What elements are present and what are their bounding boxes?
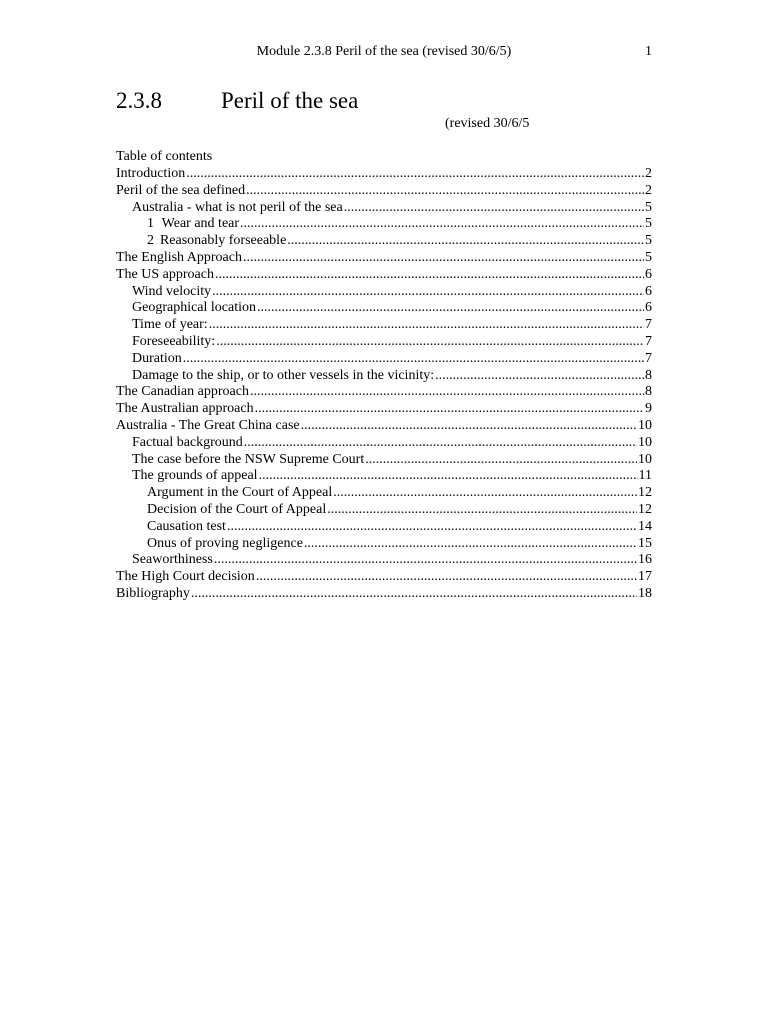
toc-entry-page: 5 [645,216,652,232]
toc-entry[interactable] [116,435,652,452]
dot-leader [244,435,637,452]
toc-entry-page: 10 [638,434,652,450]
toc-title: Table of contents [116,149,213,164]
toc-entry-number: 2 [147,233,154,249]
toc-entry-page: 6 [645,300,652,316]
toc-entry-page: 8 [645,384,652,400]
toc-entry-text: Duration [132,350,182,366]
toc-entry-text: Reasonably forseeable [159,233,287,249]
section-title: Peril of the sea [221,88,359,113]
dot-leader [186,166,644,183]
header-text: Module 2.3.8 Peril of the sea (revised 30/6/5) [256,44,512,59]
table-of-contents [116,166,652,603]
toc-entry-text: The grounds of appeal [132,468,258,484]
toc-entry-text: Peril of the sea defined [116,182,246,198]
toc-entry[interactable] [116,233,652,250]
toc-entry-page: 15 [638,535,652,551]
dot-leader [216,334,644,351]
toc-entry[interactable] [116,267,652,284]
dot-leader [333,485,637,502]
dot-leader [255,401,644,418]
toc-entry-text: Causation test [147,518,226,534]
toc-entry-text: Decision of the Court of Appeal [147,501,327,517]
dot-leader [304,536,637,553]
section-heading [116,88,359,114]
toc-entry[interactable] [116,418,652,435]
toc-entry-number: 1 [147,216,154,232]
toc-entry-page: 12 [638,485,652,501]
dot-leader [209,317,644,334]
dot-leader [212,284,644,301]
toc-entry-page: 10 [638,417,652,433]
toc-entry-page: 12 [638,501,652,517]
toc-entry[interactable] [116,166,652,183]
toc-entry[interactable] [116,569,652,586]
toc-entry-text: Foreseeability: [132,333,216,349]
dot-leader [227,519,637,536]
toc-entry-page: 5 [645,249,652,265]
toc-entry-text: Time of year: [132,317,208,333]
dot-leader [257,300,644,317]
page-number: 1 [645,44,652,59]
dot-leader [365,452,637,469]
toc-entry[interactable] [116,317,652,334]
toc-entry[interactable] [116,401,652,418]
toc-entry-page: 9 [645,401,652,417]
toc-entry[interactable] [116,452,652,469]
toc-entry-text: Seaworthiness [132,552,213,568]
toc-entry-text: Argument in the Court of Appeal [147,485,333,501]
toc-entry-page: 8 [645,367,652,383]
section-number: 2.3.8 [116,88,162,113]
toc-entry-page: 7 [645,317,652,333]
page-header [116,44,652,62]
toc-entry-page: 5 [645,199,652,215]
toc-entry-text: The Canadian approach [116,384,249,400]
toc-entry-page: 7 [645,350,652,366]
toc-entry[interactable] [116,368,652,385]
toc-entry[interactable] [116,552,652,569]
toc-entry[interactable] [116,216,652,233]
toc-entry-page: 7 [645,333,652,349]
toc-entry-text: The case before the NSW Supreme Court [132,451,365,467]
dot-leader [344,200,644,217]
toc-entry[interactable] [116,586,652,603]
toc-entry[interactable] [116,519,652,536]
toc-entry-text: The US approach [116,266,214,282]
toc-entry-text: Wind velocity [132,283,212,299]
dot-leader [183,351,644,368]
toc-entry-text: Wear and tear [161,216,240,232]
revised-note: (revised 30/6/5 [445,116,530,131]
dot-leader [301,418,637,435]
toc-entry[interactable] [116,384,652,401]
dot-leader [246,183,644,200]
toc-entry-page: 16 [638,552,652,568]
toc-entry-page: 17 [638,569,652,585]
toc-entry-text: Australia - what is not peril of the sea [132,199,343,215]
toc-entry-text: Australia - The Great China case [116,417,300,433]
toc-entry-page: 10 [638,451,652,467]
dot-leader [191,586,637,603]
toc-entry[interactable] [116,300,652,317]
toc-entry[interactable] [116,250,652,267]
toc-entry-page: 6 [645,283,652,299]
toc-entry-text: The High Court decision [116,569,255,585]
toc-entry-page: 6 [645,266,652,282]
dot-leader [240,216,644,233]
toc-entry[interactable] [116,536,652,553]
toc-entry[interactable] [116,351,652,368]
dot-leader [256,569,637,586]
toc-entry-text: Introduction [116,166,186,181]
toc-entry[interactable] [116,334,652,351]
toc-entry-page: 14 [638,518,652,534]
toc-entry-text: Factual background [132,434,243,450]
dot-leader [435,368,644,385]
dot-leader [250,384,644,401]
dot-leader [259,468,638,485]
toc-entry[interactable] [116,200,652,217]
toc-entry[interactable] [116,485,652,502]
toc-entry-page: 11 [638,468,652,484]
toc-entry-page: 2 [645,166,652,181]
toc-entry-page: 18 [638,585,652,601]
toc-entry-text: Bibliography [116,585,190,601]
toc-entry-page: 5 [645,233,652,249]
toc-entry-text: Onus of proving negligence [147,535,303,551]
toc-entry-text: Damage to the ship, or to other vessels in the vicinity: [132,367,435,383]
toc-entry-text: The Australian approach [116,401,254,417]
toc-entry[interactable] [116,468,652,485]
dot-leader [287,233,644,250]
dot-leader [243,250,644,267]
toc-entry[interactable] [116,183,652,200]
toc-entry-page: 2 [645,182,652,198]
toc-entry[interactable] [116,284,652,301]
dot-leader [215,267,644,284]
toc-entry-text: The English Approach [116,249,242,265]
toc-entry-text: Geographical location [132,300,257,316]
toc-entry[interactable] [116,502,652,519]
dot-leader [327,502,637,519]
dot-leader [214,552,637,569]
